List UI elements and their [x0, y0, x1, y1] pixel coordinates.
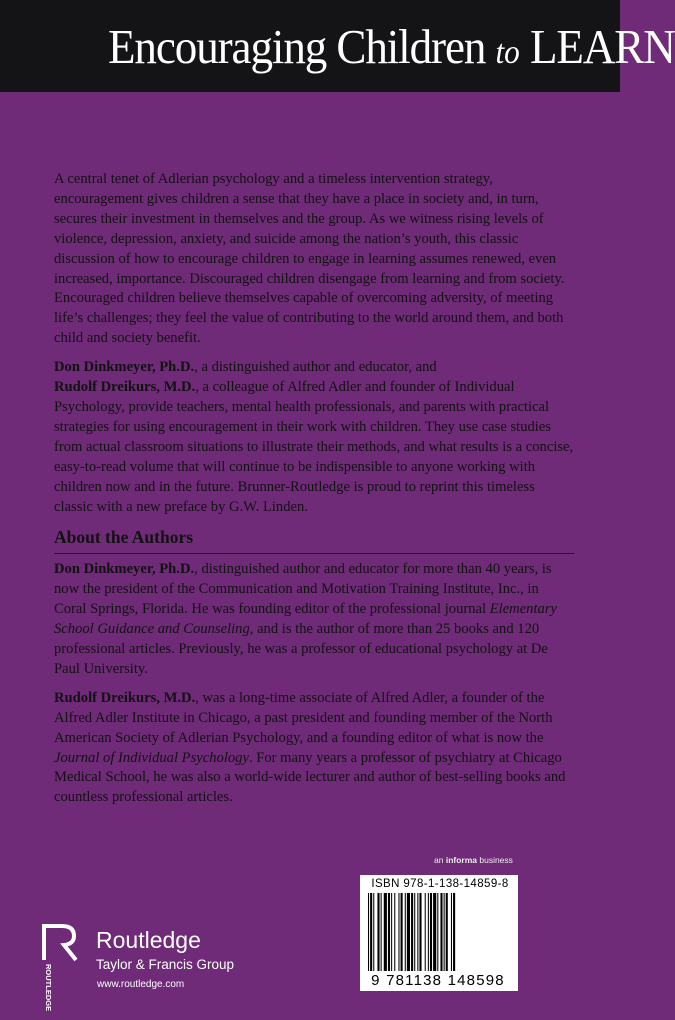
journal-title-2: Journal of Individual Psychology	[54, 749, 249, 766]
informa-prefix: an	[434, 855, 446, 865]
author-bio-2	[54, 689, 574, 808]
description-text-2: , a colleague of Alfred Adler and founder of Individual Psychology, provide teachers, mental health professionals, and parents with practical strategies for using encouragement in their work with children. They use case studies from actual classroom situations to illustrate their methods, and what results is a concise, easy-to-read volume that will continue to be indispensible to anyone working with children now and in the future. Brunner-Routledge is proud to reprint this timeless classic with a new preface by G.W. Linden.	[54, 379, 574, 515]
barcode-icon	[368, 893, 510, 971]
bio-text-2b: . For many years a professor of psychiatry at Chicago Medical School, he was also a world-wide lecturer and author of best-selling books and countless professional articles.	[54, 749, 566, 806]
back-cover-text	[54, 170, 574, 817]
bio-text-1a: , distinguished author and educator for more than 40 years, is now the president of the Communication and Motivation Training Institute, Inc., in Coral Springs, Florida. He was founding editor of the professional journal	[54, 561, 552, 618]
author-name-2: Rudolf Dreikurs, M.D.	[54, 379, 196, 396]
bio-text-2a: , was a long-time associate of Alfred Adler, a founder of the Alfred Adler Institute in Chicago, a past president and founding member of the North American Society of Adlerian Psychology, and a founding editor of what is now the	[54, 689, 553, 746]
bio-text-1b: , and is the author of more than 25 books and 120 professional articles. Previously, he was a professor of educational psychology at De Paul University.	[54, 621, 548, 677]
title-connector: to	[495, 34, 520, 71]
isbn-digits: 9 781138 148598	[371, 972, 505, 989]
informa-suffix: business	[477, 855, 513, 865]
informa-tagline	[434, 855, 513, 865]
title-end: LEARN	[529, 19, 675, 74]
publisher-name: Routledge	[96, 927, 201, 953]
bio-name-2: Rudolf Dreikurs, M.D.	[54, 689, 196, 706]
about-authors-heading: About the Authors	[54, 526, 574, 554]
author-bio-1	[54, 560, 574, 679]
book-title	[108, 19, 675, 80]
description-paragraph-2	[54, 358, 574, 517]
title-main: Encouraging Children	[108, 19, 486, 74]
journal-title-1: Elementary School Guidance and Counseling	[54, 601, 557, 638]
routledge-logo-icon	[40, 920, 84, 1012]
description-text-1: , a distinguished author and educator, and	[194, 359, 437, 376]
description-paragraph-1: A central tenet of Adlerian psychology and a timeless intervention strategy, encouragement gives children a sense that they have a place in society and, in turn, secures their investment in themselves and the group. As we witness rising levels of violence, depression, anxiety, and suicide among the nation’s youth, this classic discussion of how to encourage children to engage in learning assumes renewed, even increased, importance. Discouraged children disengage from learning and from society. Encouraged children believe themselves capable of overcoming adversity, of meeting life’s challenges; they feel the value of contributing to the world around them, and both child and society benefit.	[54, 171, 565, 347]
isbn-label: ISBN 978-1-138-14859-8	[371, 878, 509, 890]
publisher-group: Taylor & Francis Group	[96, 957, 235, 972]
author-name-1: Don Dinkmeyer, Ph.D.	[54, 359, 195, 376]
informa-brand: informa	[445, 855, 477, 865]
bio-name-1: Don Dinkmeyer, Ph.D.	[54, 561, 195, 578]
publisher-url: www.routledge.com	[97, 979, 185, 990]
logo-vertical-text: ROUTLEDGE	[44, 964, 53, 1012]
